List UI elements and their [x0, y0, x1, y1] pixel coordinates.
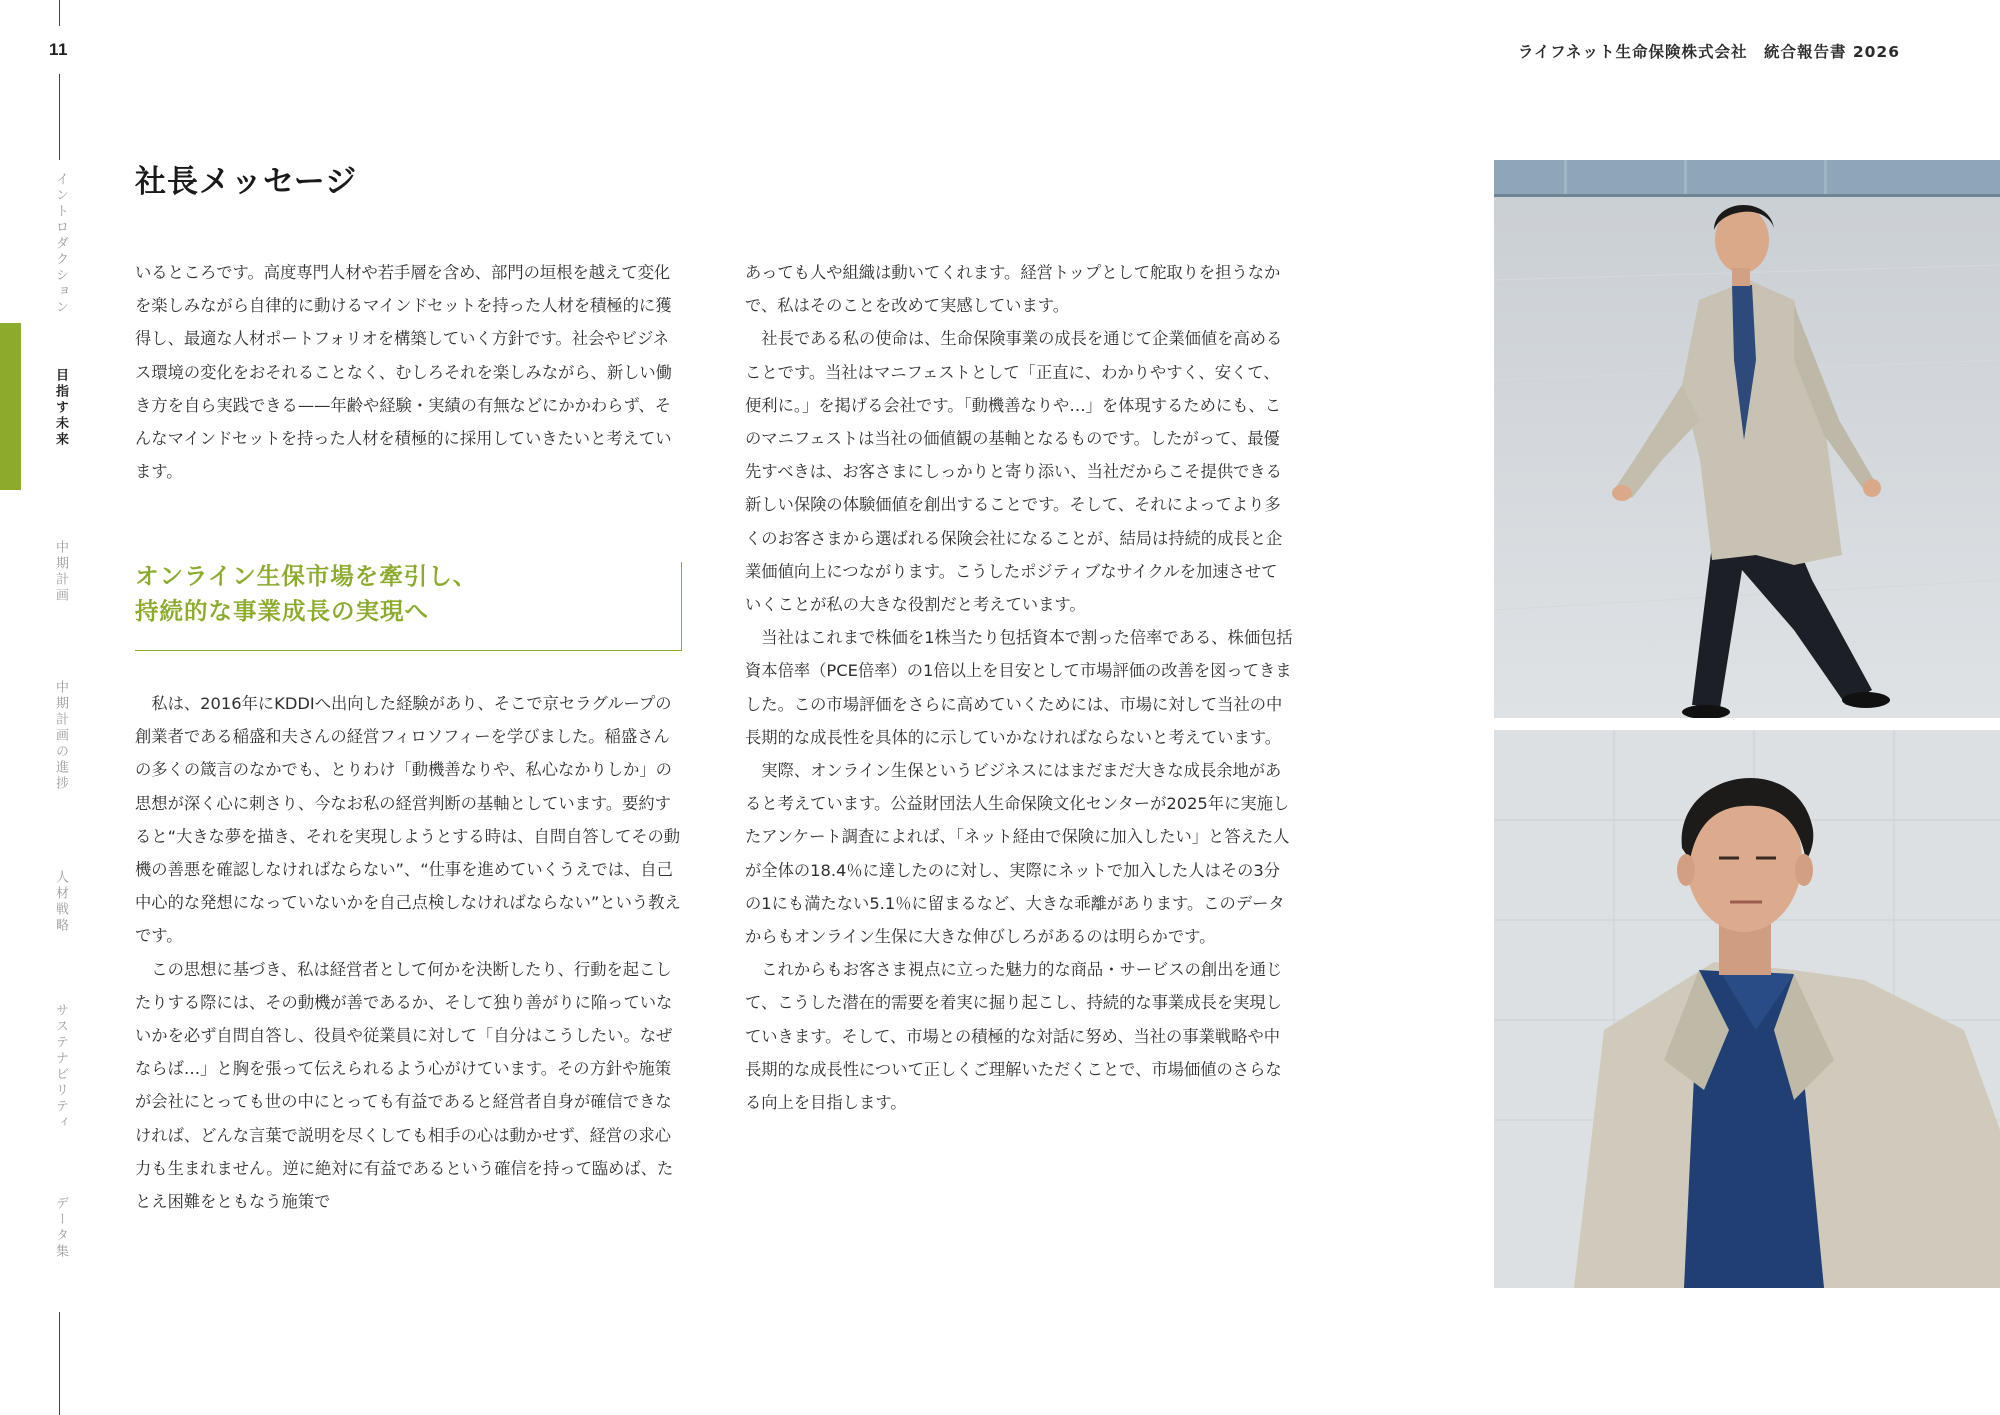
paragraph: この思想に基づき、私は経営者として何かを決断したり、行動を起こしたりする際には、その動機が善であるか、そして独り善がりに陥っていないかを必ず自問自答し、役員や従業員に対して「自分はこうしたい。なぜならば…」と胸を張って伝えられるよう心がけています。その方針や施策が会社にとっても世の中にとっても有益であると経営者自身が確信できなければ、どんな言葉で説明を尽くしても相手の心は動かせず、経営の求心力も生まれません。逆に絶対に有益であるという確信を持って臨めば、たとえ困難をともなう施策で [135, 959, 674, 1212]
paragraph: 私は、2016年にKDDIへ出向した経験があり、そこで京セラグループの創業者である稲盛和夫さんの経営フィロソフィーを学びました。稲盛さんの多くの箴言のなかでも、とりわけ「動機善なりや、私心なかりしか」の思想が深く心に刺さり、今なお私の経営判断の基軸としています。要約すると“大きな夢を描き、それを実現しようとする時は、自問自答してその動機の善悪を確認しなければならない”、“仕事を進めていくうえでは、自己中心的な発想になっていないかを自己点検しなければならない”という教えです。 [135, 694, 681, 946]
nav-item-hr-strategy[interactable]: 人材戦略 [53, 870, 68, 934]
nav-rule-bottom [59, 1312, 60, 1415]
nav-item-data[interactable]: データ集 [53, 1196, 68, 1260]
nav-item-midterm-plan[interactable]: 中期計画 [53, 540, 68, 604]
nav-item-midterm-progress[interactable]: 中期計画の進捗 [53, 680, 68, 792]
nav-rule-top [59, 0, 60, 26]
body-column-2 [745, 256, 1293, 1119]
paragraph: 当社はこれまで株価を1株当たり包括資本で割った倍率である、株価包括資本倍率（PCE倍率）の1倍以上を目安として市場評価の改善を図ってきました。この市場評価をさらに高めていくためには、市場に対して当社の中長期的な成長性を具体的に示していかなければならないと考えています。 [745, 628, 1293, 747]
paragraph: 社長である私の使命は、生命保険事業の成長を通じて企業価値を高めることです。当社はマニフェストとして「正直に、わかりやすく、安くて、便利に。」を掲げる会社です。「動機善なりや…」を体現するためにも、このマニフェストは当社の価値観の基軸となるものです。したがって、最優先すべきは、お客さまにしっかりと寄り添い、当社だからこそ提供できる新しい保険の体験価値を創出することです。そして、それによってより多くのお客さまから選ばれる保険会社になることが、結局は持続的成長と企業価値向上につながります。こうしたポジティブなサイクルを加速させていくことが私の大きな役割だと考えています。 [745, 329, 1283, 615]
nav-active-indicator [0, 323, 21, 490]
nav-item-sustainability[interactable]: サステナビリティ [53, 1003, 68, 1131]
paragraph: あっても人や組織は動いてくれます。経営トップとして舵取りを担うなかで、私はそのことを改めて実感しています。 [745, 263, 1281, 316]
ceo-portrait-photo [1494, 730, 2000, 1288]
body-column-1-bottom [135, 687, 683, 1218]
paragraph: 実際、オンライン生保というビジネスにはまだまだ大きな成長余地があると考えています。公益財団法人生命保険文化センターが2025年に実施したアンケート調査によれば、「ネット経由で保険に加入したい」と答えた人が全体の18.4％に達したのに対し、実際にネットで加入した人はその3分の1にも満たない5.1％に留まるなど、大きな乖離があります。このデータからもオンライン生保に大きな伸びしろがあるのは明らかです。 [745, 761, 1290, 947]
nav-item-introduction[interactable]: イントロダクション [53, 172, 68, 316]
section-heading-line2: 持続的な事業成長の実現へ [135, 597, 429, 625]
section-heading-line1: オンライン生保市場を牽引し、 [135, 562, 478, 590]
ceo-walking-photo [1494, 160, 2000, 718]
page-number: 11 [49, 40, 68, 59]
body-column-1-top [135, 256, 683, 488]
nav-rule-upper [59, 74, 60, 160]
report-title: ライフネット生命保険株式会社 統合報告書 2026 [1518, 43, 1900, 61]
paragraph: いるところです。高度専門人材や若手層を含め、部門の垣根を越えて変化を楽しみながら自律的に動けるマインドセットを持った人材を積極的に獲得し、最適な人材ポートフォリオを構築していく方針です。社会やビジネス環境の変化をおそれることなく、むしろそれを楽しみながら、新しい働き方を自ら実践できる——年齢や経験・実績の有無などにかかわらず、そんなマインドセットを持った人材を積極的に採用していきたいと考えています。 [135, 263, 672, 482]
page-title: 社長メッセージ [135, 164, 358, 200]
nav-item-vision[interactable]: 目指す未来 [53, 368, 68, 448]
section-heading [135, 559, 655, 629]
paragraph: これからもお客さま視点に立った魅力的な商品・サービスの創出を通じて、こうした潜在的需要を着実に掘り起こし、持続的な事業成長を実現していきます。そして、市場との積極的な対話に努め、当社の事業戦略や中長期的な成長性について正しくご理解いただくことで、市場価値のさらなる向上を目指します。 [745, 960, 1283, 1113]
